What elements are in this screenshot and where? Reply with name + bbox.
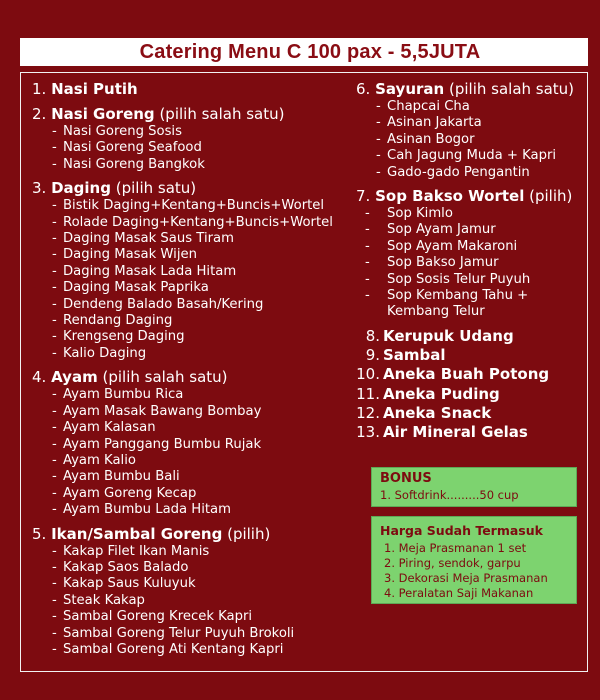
menu-item: -Rolade Daging+Kentang+Buncis+Wortel — [52, 214, 333, 230]
category-number: 1. — [32, 80, 47, 98]
menu-item: -Sop Kembang Tahu + Kembang Telur — [365, 288, 529, 320]
simple-item — [356, 365, 588, 384]
menu-item: -Kakap Filet Ikan Manis — [52, 543, 210, 559]
menu-item: -Cah Jagung Muda + Kapri — [376, 148, 557, 164]
menu-item: -Nasi Goreng Seafood — [52, 140, 202, 156]
simple-item — [356, 327, 588, 346]
category-number: 5. — [32, 524, 47, 543]
category-sayuran — [356, 80, 588, 181]
menu-item: -Nasi Goreng Bangkok — [52, 156, 205, 172]
menu-item: -Chapcai Cha — [376, 99, 470, 114]
menu-item: -Gado-gado Pengantin — [376, 164, 530, 180]
menu-item: -Bistik Daging+Kentang+Buncis+Wortel — [52, 198, 325, 214]
title-bar — [20, 38, 588, 66]
item-list — [32, 198, 352, 362]
category-ayam — [32, 368, 352, 518]
menu-item: -Daging Masak Lada Hitam — [52, 263, 237, 279]
menu-item: -Ayam Bumbu Rica — [52, 387, 184, 403]
simple-item — [356, 423, 588, 442]
menu-item: -Sop Ayam Makaroni — [365, 238, 518, 254]
category-number: 7. — [356, 187, 371, 206]
category-nasi-goreng — [32, 105, 352, 173]
bonus-title: BONUS — [380, 471, 432, 486]
item-list — [32, 544, 352, 659]
menu-item: -Kakap Saos Balado — [52, 559, 189, 575]
menu-item: -Dendeng Balado Basah/Kering — [52, 296, 264, 312]
category-daging — [32, 179, 352, 362]
item-number: 8. — [365, 326, 380, 345]
menu-item: -Krengseng Daging — [52, 329, 185, 345]
included-item: 1. Meja Prasmanan 1 set — [384, 541, 527, 555]
included-item: 3. Dekorasi Meja Prasmanan — [384, 571, 548, 585]
menu-item: -Sop Ayam Jamur — [365, 222, 496, 238]
category-note: (pilih salah satu) — [449, 80, 575, 98]
category-name: Sayuran — [375, 80, 445, 98]
menu-item: -Ayam Kalasan — [52, 420, 156, 436]
item-name: Kerupuk Udang — [383, 326, 514, 345]
category-number: 2. — [32, 105, 47, 123]
item-name: Air Mineral Gelas — [383, 423, 528, 442]
category-name: Sop Bakso Wortel — [375, 187, 525, 206]
menu-item: -Ayam Bumbu Bali — [52, 469, 180, 485]
menu-item: -Rendang Daging — [52, 313, 173, 329]
item-number: 9. — [365, 346, 380, 365]
category-name: Ayam — [51, 368, 98, 387]
included-box — [371, 516, 577, 604]
menu-item: -Asinan Jakarta — [376, 115, 482, 131]
bonus-box — [371, 467, 577, 507]
category-sop — [356, 187, 588, 321]
menu-item: -Ayam Goreng Kecap — [52, 485, 197, 501]
menu-item: -Sop Kimlo — [365, 206, 453, 222]
menu-item: -Sambal Goreng Telur Puyuh Brokoli — [52, 625, 295, 641]
bonus-item: 1. Softdrink.........50 cup — [380, 488, 519, 502]
item-name: Aneka Puding — [383, 384, 500, 403]
menu-item: -Sop Sosis Telur Puyuh — [365, 271, 531, 287]
included-item: 2. Piring, sendok, garpu — [384, 556, 521, 570]
menu-item: -Asinan Bogor — [376, 131, 475, 147]
category-ikan-sambal-goreng — [32, 525, 352, 659]
category-note: (pilih salah satu) — [159, 105, 285, 123]
category-name: Daging — [51, 179, 111, 198]
category-note: (pilih salah satu) — [102, 368, 228, 387]
item-name: Sambal — [383, 346, 446, 365]
included-item: 4. Peralatan Saji Makanan — [384, 586, 534, 600]
simple-items — [356, 327, 588, 443]
item-number: 11. — [356, 384, 380, 403]
item-name: Aneka Buah Potong — [383, 365, 550, 384]
menu-item: -Sop Bakso Jamur — [365, 255, 499, 271]
category-name: Nasi Putih — [51, 80, 138, 98]
category-nasi-putih — [32, 80, 352, 99]
item-list — [32, 124, 352, 173]
menu-item: -Steak Kakap — [52, 592, 145, 608]
menu-item: -Daging Masak Wijen — [52, 247, 197, 263]
item-number: 10. — [356, 365, 380, 384]
category-name: Nasi Goreng — [51, 105, 155, 123]
simple-item — [356, 385, 588, 404]
menu-item: -Sambal Goreng Krecek Kapri — [52, 609, 253, 625]
item-name: Aneka Snack — [383, 404, 492, 423]
item-number: 12. — [356, 404, 380, 423]
left-column — [32, 80, 352, 664]
item-number: 13. — [356, 423, 380, 442]
item-list — [356, 99, 588, 181]
simple-item — [356, 346, 588, 365]
category-number: 6. — [356, 80, 371, 98]
menu-item: -Sambal Goreng Ati Kentang Kapri — [52, 641, 284, 657]
menu-title: Catering Menu C 100 pax - 5,5JUTA — [139, 41, 481, 63]
included-title: Harga Sudah Termasuk — [380, 523, 543, 538]
category-number: 4. — [32, 368, 47, 387]
right-column — [356, 80, 588, 443]
menu-item: -Ayam Bumbu Lada Hitam — [52, 502, 231, 518]
item-list — [356, 206, 588, 321]
menu-item: -Daging Masak Saus Tiram — [52, 231, 234, 247]
menu-item: -Kakap Saus Kuluyuk — [52, 576, 196, 592]
simple-item — [356, 404, 588, 423]
category-number: 3. — [32, 179, 47, 198]
menu-item: -Daging Masak Paprika — [52, 280, 209, 296]
category-name: Ikan/Sambal Goreng — [51, 524, 223, 543]
menu-item: -Ayam Kalio — [52, 452, 136, 468]
category-note: (pilih) — [529, 187, 573, 206]
menu-item: -Ayam Panggang Bumbu Rujak — [52, 436, 262, 452]
category-note: (pilih satu) — [115, 179, 197, 198]
menu-item: -Ayam Masak Bawang Bombay — [52, 403, 262, 419]
item-list — [32, 387, 352, 518]
category-note: (pilih) — [227, 524, 271, 543]
menu-item: -Kalio Daging — [52, 345, 147, 361]
menu-item: -Nasi Goreng Sosis — [52, 124, 182, 139]
